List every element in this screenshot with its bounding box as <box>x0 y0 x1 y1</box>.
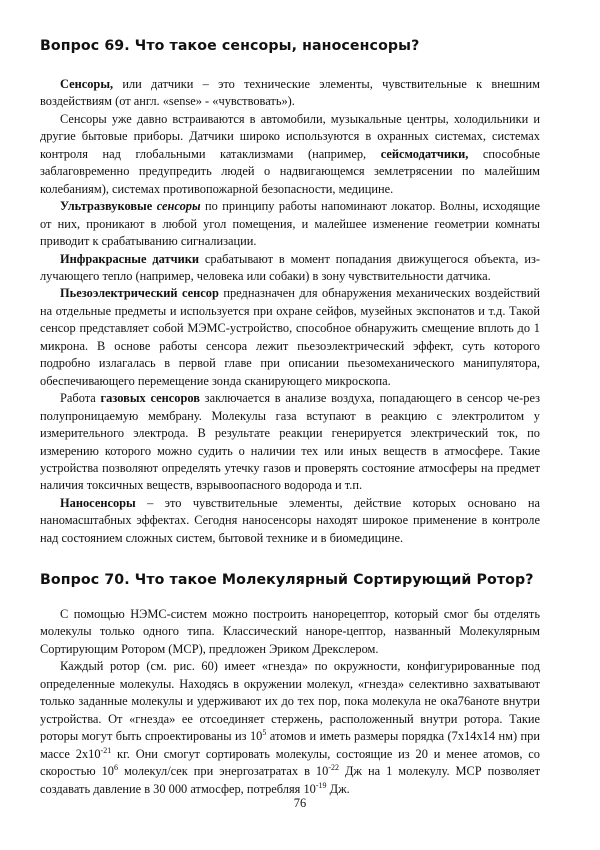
paragraph-ultrasonic <box>40 198 540 250</box>
page-number: 76 <box>293 796 307 810</box>
paragraph-text: кг. Они смогут сортировать молекулы, состоящие из 20 и менее атомов, со скоростью 10 <box>40 746 540 779</box>
paragraph-text: срабатывают в момент попадания движущегося объекта, из-лучающего тепло (например, человека или собаки) в зону чувствительности датчика. <box>40 251 540 283</box>
term-gas-sensors: газовых сенсоров <box>100 391 200 406</box>
paragraph-infrared <box>40 251 540 286</box>
paragraph-text: предназначен для обнаружения механических воздействий на отдельные предметы и используется при охране сейфов, музейных экспонатов и т.д. Такой сенсор представляет собой МЭМС-устройство, способное обнаружить смещение вплоть до 1 микрона. В основе работы сенсора лежит пьезоэлектрический эффект, суть которого подробно излагалась в первой главе при описании пьезомеханического манипулятора, обеспечивающего перемещение зонда сканирующего микроскопа. <box>40 286 540 388</box>
paragraph-text: Каждый ротор (см. рис. 60) имеет «гнезда» по окружности, конфигурированные под определенные молекулы. Находясь в окружении молекул, «гнезда» селективно захватывают только заданные молекулы и удерживают их до тех пор, пока молекула не ока76аноте внутри устройства. От «гнезда» ее отсоединяет стержень, расположенный внутри ротора. Такие роторы могут быть спроектированы из 10 <box>40 659 540 744</box>
paragraph-sensor-usage <box>40 111 540 198</box>
paragraph-sensors-definition <box>40 76 540 111</box>
term-seismic-sensors: сейсмодатчики, <box>380 146 469 161</box>
paragraph-text: способные заблаговременно предупредить людей о надвигающемся землетрясении по малейшим колебаниям), системах противопожарной безопасности, медицине. <box>40 146 540 196</box>
superscript: -22 <box>328 763 339 773</box>
paragraph-text: – это чувствительные элементы, действие которых основано на наномасштабных эффектах. Сегодня наносенсоры находят широкое применение в контроле над состоянием сложных систем, бытовой технике и в биомедицине. <box>40 495 540 545</box>
paragraph-text: по принципу работы напоминают локатор. Волны, исходящие от них, проникают в любой угол помещения, и малейшее изменение геометрии комнаты приводит к срабатыванию сигнализации. <box>40 199 540 249</box>
term-infrared: Инфракрасные датчики <box>60 251 200 266</box>
superscript: -19 <box>315 780 327 790</box>
paragraph-nanosensors <box>40 495 540 547</box>
paragraph-text: или датчики – это технические элементы, чувствительные к внешним воздействиям (от англ. «sense» - «чувствовать»). <box>40 77 540 109</box>
term-sensors-italic: сенсоры <box>156 199 201 214</box>
paragraph-text: Работа <box>60 391 101 406</box>
question-69-body <box>40 76 540 547</box>
paragraph-text: Дж на 1 молекулу. МСР позволяет создавать давление в 30 000 атмосфер, потребляя 10 <box>40 764 540 796</box>
paragraph-text: С помощью НЭМС-систем можно построить нанорецептор, который смог бы отделять молекулы только одного типа. Классический наноре-цептор, названный Молекулярным Сортирующим Ротором (МСР), предложен Эриком Дрекслером. <box>40 607 540 656</box>
paragraph-piezo <box>40 285 540 390</box>
question-70-heading: Вопрос 70. Что такое Молекулярный Сортирующий Ротор? <box>40 572 534 588</box>
term-nanosensors: Наносенсоры <box>60 495 136 510</box>
paragraph-gas <box>40 390 540 495</box>
term-piezo: Пьезоэлектрический сенсор <box>60 286 219 301</box>
superscript: 6 <box>113 763 118 773</box>
question-69-heading: Вопрос 69. Что такое сенсоры, наносенсоры? <box>40 38 420 54</box>
question-70-body <box>40 606 540 798</box>
paragraph-msr-intro <box>40 606 540 658</box>
paragraph-text: заключается в анализе воздуха, попадающего в сенсор че-рез полупроницаемую мембрану. Молекулы газа вступают в реакцию с электролитом у измерительного электрода. В результате реакции генерируется электрический ток, по измерению которого можно судить о наличии тех или иных веществ в атмосфере. Такие устройства позволяют определять утечку газов и проверять состояние атмосферы на предмет наличия токсичных веществ, взрывоопасного водорода и т.п. <box>40 391 541 493</box>
paragraph-text: Сенсоры уже давно встраиваются в автомобили, музыкальные центры, холодильники и другие бытовые приборы. Датчики широко используются в охранных системах, системах контроля над глобальными катаклизмами (например, <box>40 111 540 161</box>
paragraph-text: атомов и иметь размеры порядка (7х14х14 нм) при массе 2х10 <box>40 729 540 761</box>
superscript: -21 <box>100 745 112 755</box>
paragraph-text: молекул/сек при энергозатратах в 10 <box>117 764 329 779</box>
paragraph-text: Дж. <box>326 781 350 796</box>
superscript: 5 <box>262 728 267 738</box>
paragraph-msr-details <box>40 658 540 798</box>
term-sensors: Сенсоры, <box>60 77 114 91</box>
term-ultrasonic: Ультразвуковые <box>60 199 153 214</box>
